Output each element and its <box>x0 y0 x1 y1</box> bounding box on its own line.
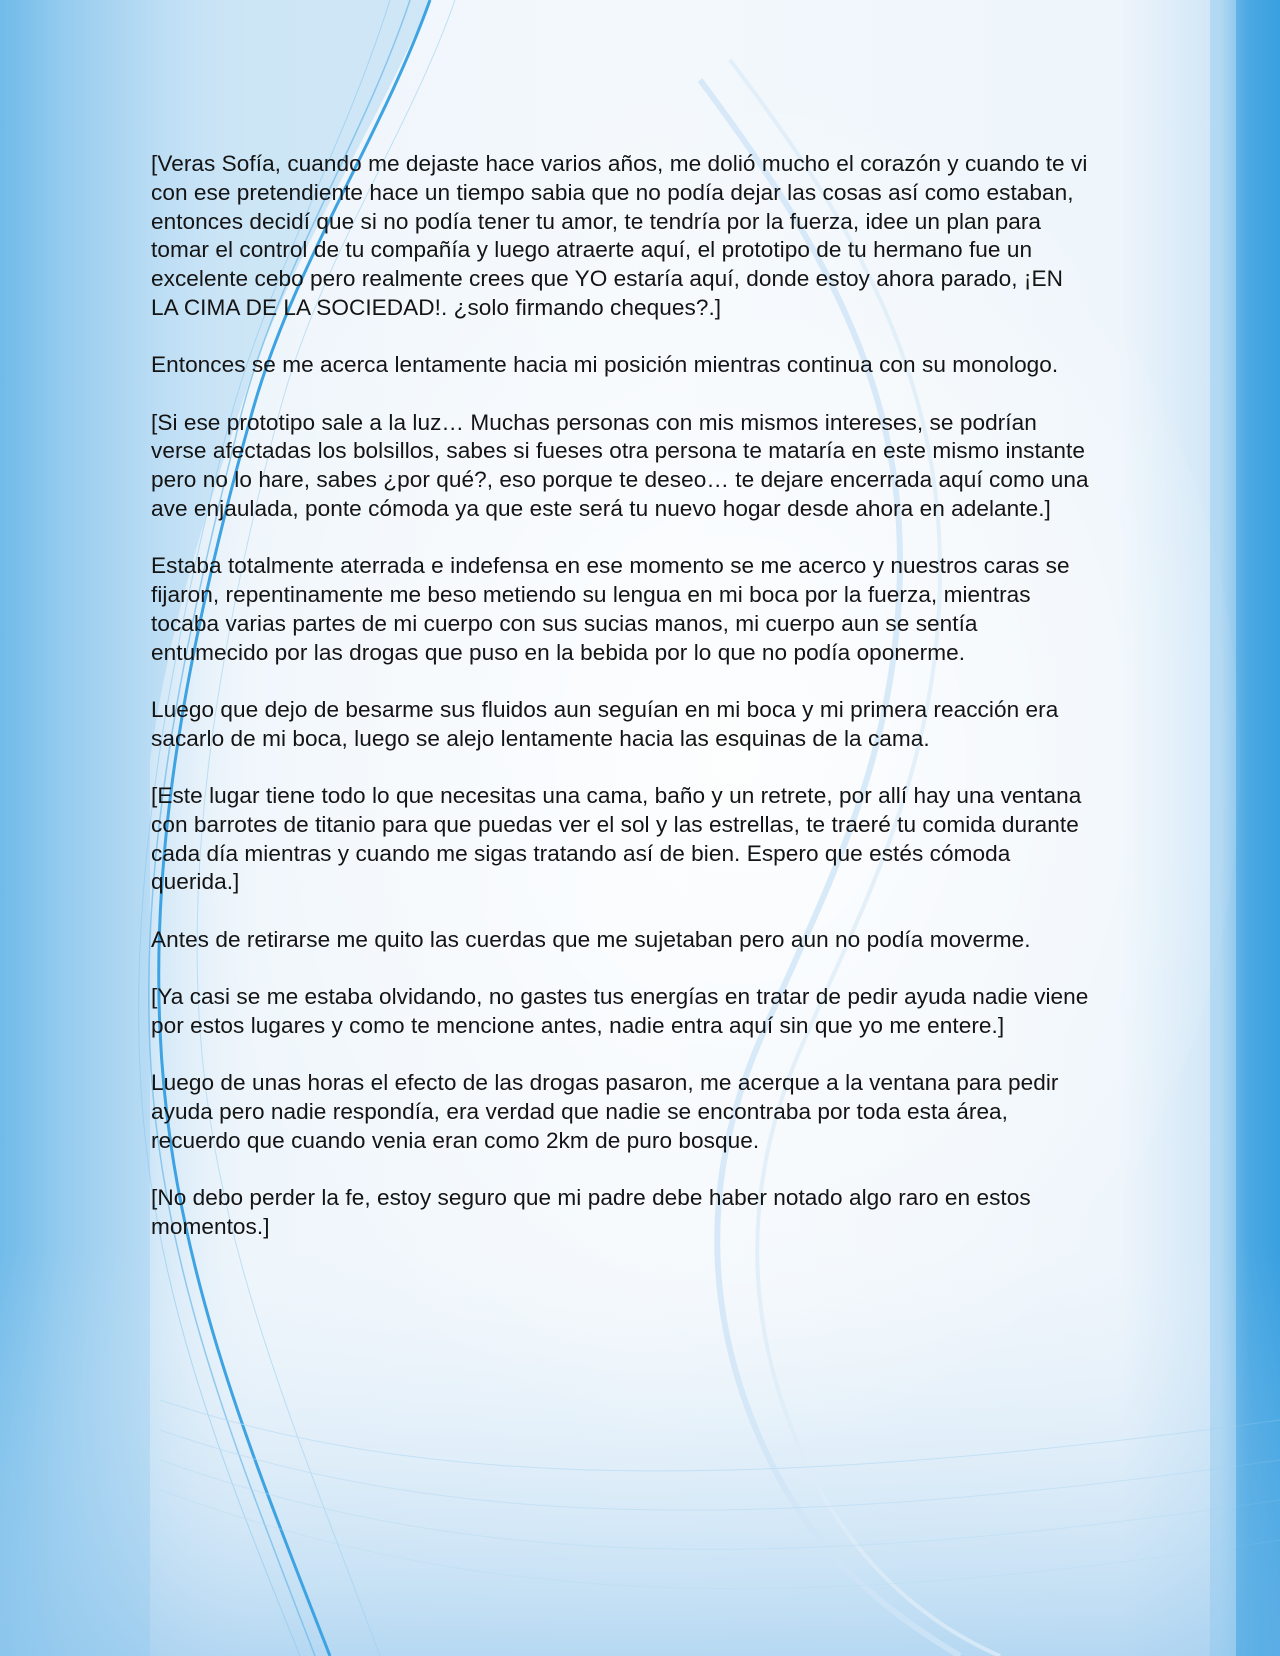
story-text <box>151 150 1091 1270</box>
paragraph: [Si ese prototipo sale a la luz… Muchas personas con mis mismos intereses, se podrían verse afectadas los bolsillos, sabes si fueses otra persona te mataría en este mismo instante pero no lo hare, sabes ¿por qué?, eso porque te deseo… te dejare encerrada aquí como una ave enjaulada, ponte cómoda ya que este será tu nuevo hogar desde ahora en adelante.] <box>151 409 1089 521</box>
paragraph: Luego que dejo de besarme sus fluidos aun seguían en mi boca y mi primera reacción era sacarlo de mi boca, luego se alejo lentamente hacia las esquinas de la cama. <box>151 696 1059 751</box>
paragraph: [Ya casi se me estaba olvidando, no gastes tus energías en tratar de pedir ayuda nadie viene por estos lugares y como te mencione antes, nadie entra aquí sin que yo me entere.] <box>151 984 1089 1038</box>
paragraph: Entonces se me acerca lentamente hacia mi posición mientras continua con su monologo. <box>151 352 1059 378</box>
paragraph: Antes de retirarse me quito las cuerdas que me sujetaban pero aun no podía moverme. <box>151 926 1031 952</box>
paragraph: Luego de unas horas el efecto de las drogas pasaron, me acerque a la ventana para pedir ayuda pero nadie respondía, era verdad que nadie se encontraba por toda esta área, recuerdo que cuando venia eran como 2km de puro bosque. <box>151 1070 1059 1153</box>
paragraph: Estaba totalmente aterrada e indefensa en ese momento se me acerco y nuestros caras se fijaron, repentinamente me beso metiendo su lengua en mi boca por la fuerza, mientras tocaba varias partes de mi cuerpo con sus sucias manos, mi cuerpo aun se sentía entumecido por las drogas que puso en la bebida por lo que no podía oponerme. <box>151 553 1070 665</box>
paragraph: [Este lugar tiene todo lo que necesitas una cama, baño y un retrete, por allí hay una ventana con barrotes de titanio para que puedas ver el sol y las estrellas, te traeré tu comida durante cada día mientras y cuando me sigas tratando así de bien. Espero que estés cómoda querida.] <box>151 783 1082 895</box>
paragraph: [Veras Sofía, cuando me dejaste hace varios años, me dolió mucho el corazón y cuando te vi con ese pretendiente hace un tiempo sabia que no podía dejar las cosas así como estaban, entonces decidí que si no podía tener tu amor, te tendría por la fuerza, idee un plan para tomar el control de tu compañía y luego atraerte aquí, el prototipo de tu hermano fue un excelente cebo pero realmente crees que YO estaría aquí, donde estoy ahora parado, ¡EN LA CIMA DE LA SOCIEDAD!. ¿solo firmando cheques?.] <box>151 151 1088 320</box>
paragraph: [No debo perder la fe, estoy seguro que mi padre debe haber notado algo raro en estos momentos.] <box>151 1185 1031 1239</box>
